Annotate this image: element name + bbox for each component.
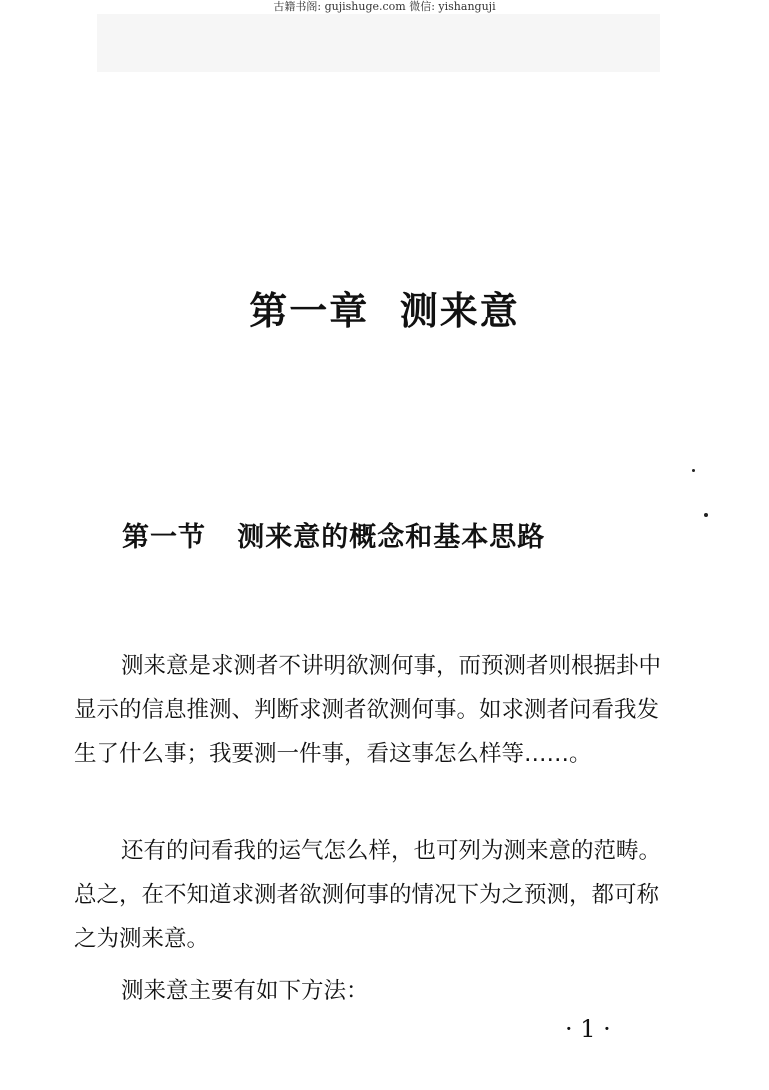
scan-speck <box>704 513 708 517</box>
body-paragraph-2 <box>74 829 674 961</box>
header-scan-band <box>97 14 660 72</box>
paragraph-text: 测来意是求测者不讲明欲测何事，而预测者则根据卦中显示的信息推测、判断求测者欲测何事。如求测者问看我发生了什么事；我要测一件事，看这事怎么样等……。 <box>74 653 662 767</box>
watermark: 古籍书阁: gujishuge.com 微信: yishanguji <box>273 0 496 13</box>
paragraph-text: 测来意主要有如下方法： <box>121 978 369 1004</box>
scan-speck <box>692 469 695 472</box>
page-number: · 1 · <box>565 1015 611 1043</box>
body-paragraph-3 <box>74 969 674 1013</box>
section-title: 第一节 测来意的概念和基本思路 <box>122 522 546 553</box>
chapter-title: 第一章 测来意 <box>249 289 520 333</box>
body-paragraph-1 <box>74 644 674 776</box>
paragraph-text: 还有的问看我的运气怎么样，也可列为测来意的范畴。总之，在不知道求测者欲测何事的情况下为之预测，都可称之为测来意。 <box>74 838 662 952</box>
